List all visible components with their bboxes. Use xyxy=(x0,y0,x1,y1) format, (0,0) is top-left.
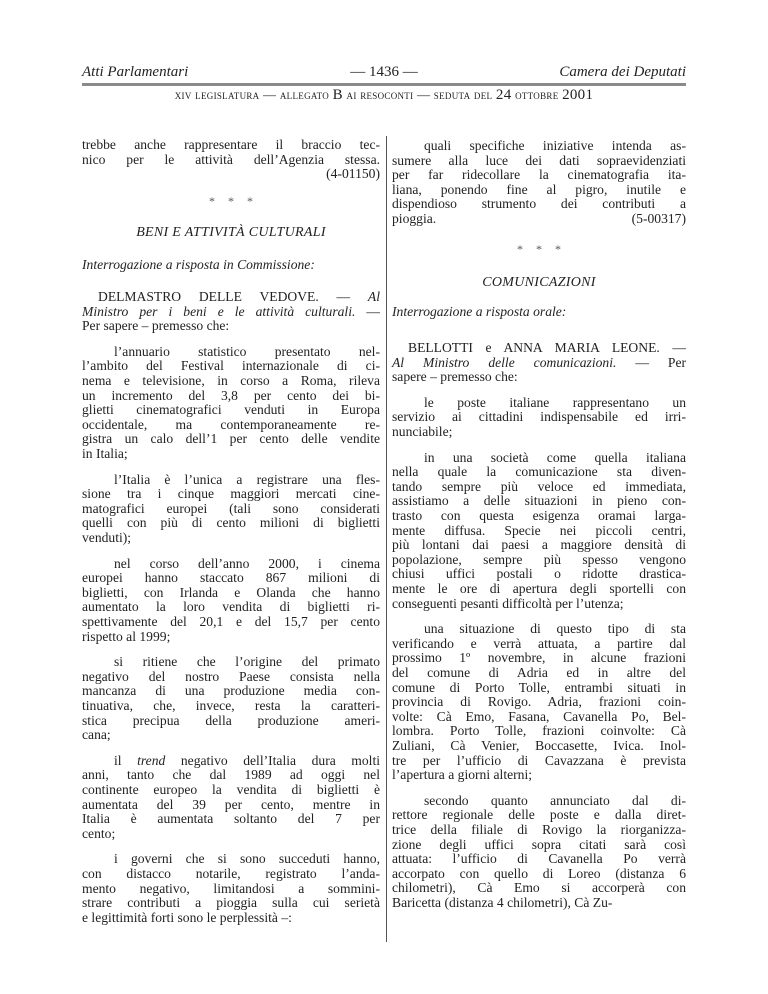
text-line: aumentato la loro vendita di biglietti ri- xyxy=(82,599,380,615)
text-span: negativo dell’Italia dura molti xyxy=(165,752,381,768)
section-heading xyxy=(392,276,686,291)
text-line: nunciabile; xyxy=(392,423,453,439)
text-line: un incremento del 3,8 per cento dei bi- xyxy=(82,387,380,403)
text-line: strare contributi a pioggia sulla cui serietà xyxy=(82,895,380,911)
text-line: trice della filiale di Rovigo la riorganizza- xyxy=(392,821,686,837)
header-left: Atti Parlamentari xyxy=(82,64,189,80)
text-line: rettore regionale delle poste e dalla diret- xyxy=(392,807,686,823)
text-line: tando sempre più veloce ed immediata, xyxy=(392,478,686,494)
text-line: quali specifiche iniziative intenda as- xyxy=(424,138,686,153)
subheader-part: B xyxy=(332,87,343,103)
text-line: nema e televisione, in corso a Roma, rileva xyxy=(82,372,380,388)
heading-text: COMUNICAZIONI xyxy=(482,275,596,290)
paragraph xyxy=(392,139,686,227)
text-line: popolazione, sempre più spesso vengono xyxy=(392,551,686,567)
text-line: mancanza di una produzione media con- xyxy=(82,683,380,699)
text-line: e legittimità forti sono le perplessità –: xyxy=(82,909,292,925)
text-line: tre per l’ufficio di Cavazzana è prevista xyxy=(392,752,686,768)
text-line: gistra un calo dell’1 per cento delle vendite xyxy=(82,431,380,447)
text-line: anni, tanto che dal 1989 ad oggi nel xyxy=(82,767,380,783)
subheader-part: 24 xyxy=(495,87,512,103)
interrogation-type-label xyxy=(392,305,686,320)
text-line xyxy=(392,356,686,371)
text-line: zione degli uffici sopra citati sarà così xyxy=(392,836,686,852)
text-line: nel corso dell’anno 2000, i cinema xyxy=(114,555,380,571)
text-line: sumere alla luce dei dati sopraevidenziati xyxy=(392,152,686,168)
text-line: trebbe anche rappresentare il braccio tec- xyxy=(82,137,380,152)
italic-text: Al xyxy=(367,289,380,304)
text-line: rispetto al 1999; xyxy=(82,628,171,644)
text-line: i governi che si sono succeduti hanno, xyxy=(114,851,380,867)
document-code: (4-01150) xyxy=(326,166,380,182)
text-line: Zuliani, Cà Venier, Boccasette, Ivica. Inol- xyxy=(392,737,686,753)
text-span: DELMASTRO DELLE VEDOVE. — xyxy=(98,289,368,304)
text-line xyxy=(82,754,380,769)
text-line xyxy=(82,167,380,182)
text-line: liana, ponendo fine al pigro, inutile e xyxy=(392,181,686,197)
text-line: l’ambito del Festival internazionale di ci- xyxy=(82,358,380,374)
label-text: Interrogazione a risposta orale: xyxy=(392,304,567,319)
paragraph xyxy=(82,473,380,546)
text-line: aumentata del 39 per cento, mentre in xyxy=(82,796,380,812)
text-line xyxy=(392,212,686,227)
header-right: Camera dei Deputati xyxy=(559,64,686,80)
text-line: sapere – premesso che: xyxy=(392,369,518,385)
paragraph xyxy=(82,852,380,925)
text-line: europei hanno staccato 867 milioni di xyxy=(82,570,380,586)
text-line: accorpato con quello di Loreo (distanza 6 xyxy=(392,865,686,881)
text-line: trasto con questa esigenza oramai larga- xyxy=(392,507,686,523)
text-line: nella quale la comunicazione sta diven- xyxy=(392,464,686,480)
section-separator xyxy=(392,242,686,257)
text-line: attuata: l’ufficio di Cavanella Po verrà xyxy=(392,851,686,867)
paragraph xyxy=(392,794,686,911)
text-line: servizio ai cittadini indispensabile ed irri- xyxy=(392,409,686,425)
text-line: assistiamo a delle situazioni in pieno con- xyxy=(392,493,686,509)
text-line: cento; xyxy=(82,825,116,841)
text-line: occidentale, ma contemporaneamente re- xyxy=(82,416,380,432)
stars-text: * * * xyxy=(517,242,561,256)
text-line: le poste italiane rappresentano un xyxy=(424,394,686,410)
text-line: dispendioso strumento dei contributi a xyxy=(392,196,686,212)
text-line: stica precipua della produzione ameri- xyxy=(82,712,380,728)
text-line: con distacco notarile, registrato l’anda- xyxy=(82,865,380,881)
text-line: negativo del nostro Paese consista nella xyxy=(82,668,380,684)
running-header xyxy=(82,64,686,82)
italic-text: Ministro per i beni e le attività culturali. xyxy=(82,303,356,319)
text-line: Per sapere – premesso che: xyxy=(82,318,230,334)
column-divider xyxy=(386,136,387,942)
section-heading xyxy=(82,226,380,241)
document-code: (5-00317) xyxy=(631,210,686,226)
text-line: per far ridecollare la cinematografia ita- xyxy=(392,167,686,183)
text-line: l’Italia è l’unica a registrare una fles- xyxy=(114,471,380,487)
text-line: in una società come quella italiana xyxy=(424,449,686,465)
stars-text: * * * xyxy=(209,194,253,208)
text-line xyxy=(82,290,380,305)
text-line: quelli con più di cento milioni di biglietti xyxy=(82,515,380,531)
italic-text: Al Ministro delle comunicazioni. xyxy=(392,354,617,370)
text-line: più lontani dai paesi a maggiore densità di xyxy=(392,537,686,553)
paragraph xyxy=(82,138,380,182)
paragraph xyxy=(392,451,686,612)
text-line: prossimo 1º novembre, in alcune frazioni xyxy=(392,650,686,666)
session-subheader xyxy=(82,87,686,104)
interrogation-type-label xyxy=(82,258,380,273)
text-line: conseguenti pesanti difficoltà per l’utenza; xyxy=(392,595,624,611)
paragraph xyxy=(82,754,380,842)
paragraph xyxy=(82,290,380,334)
text-line: nico per le attività dell’Agenzia stessa. xyxy=(82,151,380,167)
text-line: chiusi uffici postali o ridotte drastica- xyxy=(392,566,686,582)
paragraph xyxy=(392,396,686,440)
text-line: provincia di Rovigo. Adria, frazioni coin- xyxy=(392,694,686,710)
label-text: Interrogazione a risposta in Commissione: xyxy=(82,257,315,272)
text-line: spettivamente del 20,1 e del 15,7 per cento xyxy=(82,613,380,629)
paragraph xyxy=(82,655,380,743)
paragraph xyxy=(392,622,686,783)
subheader-part: xiv legislatura — allegato xyxy=(174,87,330,102)
text-line: si ritiene che l’origine del primato xyxy=(114,654,380,670)
text-line: mente diffusa. Specie nei piccoli centri, xyxy=(392,522,686,538)
text-line: volte: Cà Emo, Fasana, Cavanella Po, Bel- xyxy=(392,708,686,724)
text-line: secondo quanto annunciato dal di- xyxy=(424,792,686,808)
text-line: chilometri), Cà Emo si accorperà con xyxy=(392,880,686,896)
text-line: Italia è aumentata soltanto del 7 per xyxy=(82,811,380,827)
text-line: matografici europei (tali sono considerati xyxy=(82,500,380,516)
text-line: comune di Porto Tolle, entrambi situati in xyxy=(392,679,686,695)
text-line: mento negativo, limitandosi a sommini- xyxy=(82,880,380,896)
text-line: tinuativa, che, invece, resta la caratteri- xyxy=(82,697,380,713)
text-line: continente europeo la vendita di biglietti è xyxy=(82,781,380,797)
text-line: venduti); xyxy=(82,529,132,545)
text-line: Baricetta (distanza 4 chilometri), Cà Zu- xyxy=(392,894,613,910)
text-line: glietti cinematografici venduti in Europa xyxy=(82,402,380,418)
text-span: — xyxy=(355,303,380,319)
subheader-part: 2001 xyxy=(562,87,594,103)
text-line: BELLOTTI e ANNA MARIA LEONE. — xyxy=(408,340,686,355)
text-line: una situazione di questo tipo di sta xyxy=(424,621,686,637)
text-line: sione tra i cinque maggiori mercati cine- xyxy=(82,486,380,502)
text-line: mente le ore di apertura degli sportelli con xyxy=(392,580,686,596)
text-line: del comune di Adria ed in altre del xyxy=(392,664,686,680)
text-line xyxy=(82,305,380,320)
section-separator xyxy=(82,194,380,209)
page-number: — 1436 — xyxy=(350,64,418,80)
subheader-part: ai resoconti — seduta del xyxy=(346,87,493,102)
paragraph xyxy=(82,345,380,462)
text-line: in Italia; xyxy=(82,445,128,461)
subheader-part: ottobre xyxy=(515,87,559,102)
heading-text: BENI E ATTIVITÀ CULTURALI xyxy=(136,225,326,240)
text-line: verificando e verrà attuata, a partire dal xyxy=(392,635,686,651)
text-line: biglietti, con Irlanda e Olanda che hanno xyxy=(82,584,380,600)
text-line: cana; xyxy=(82,727,111,743)
text-line: l’annuario statistico presentato nel- xyxy=(114,343,380,359)
paragraph xyxy=(392,341,686,385)
text-line: l’apertura a giorni alterni; xyxy=(392,767,533,783)
text-span: pioggia. xyxy=(392,210,437,226)
text-span: il xyxy=(114,752,138,768)
italic-text: trend xyxy=(137,752,166,768)
text-span: — Per xyxy=(616,354,686,370)
header-rule xyxy=(82,83,686,86)
text-line: lombra. Porto Tolle, frazioni coinvolte: Cà xyxy=(392,723,686,739)
paragraph xyxy=(82,557,380,645)
